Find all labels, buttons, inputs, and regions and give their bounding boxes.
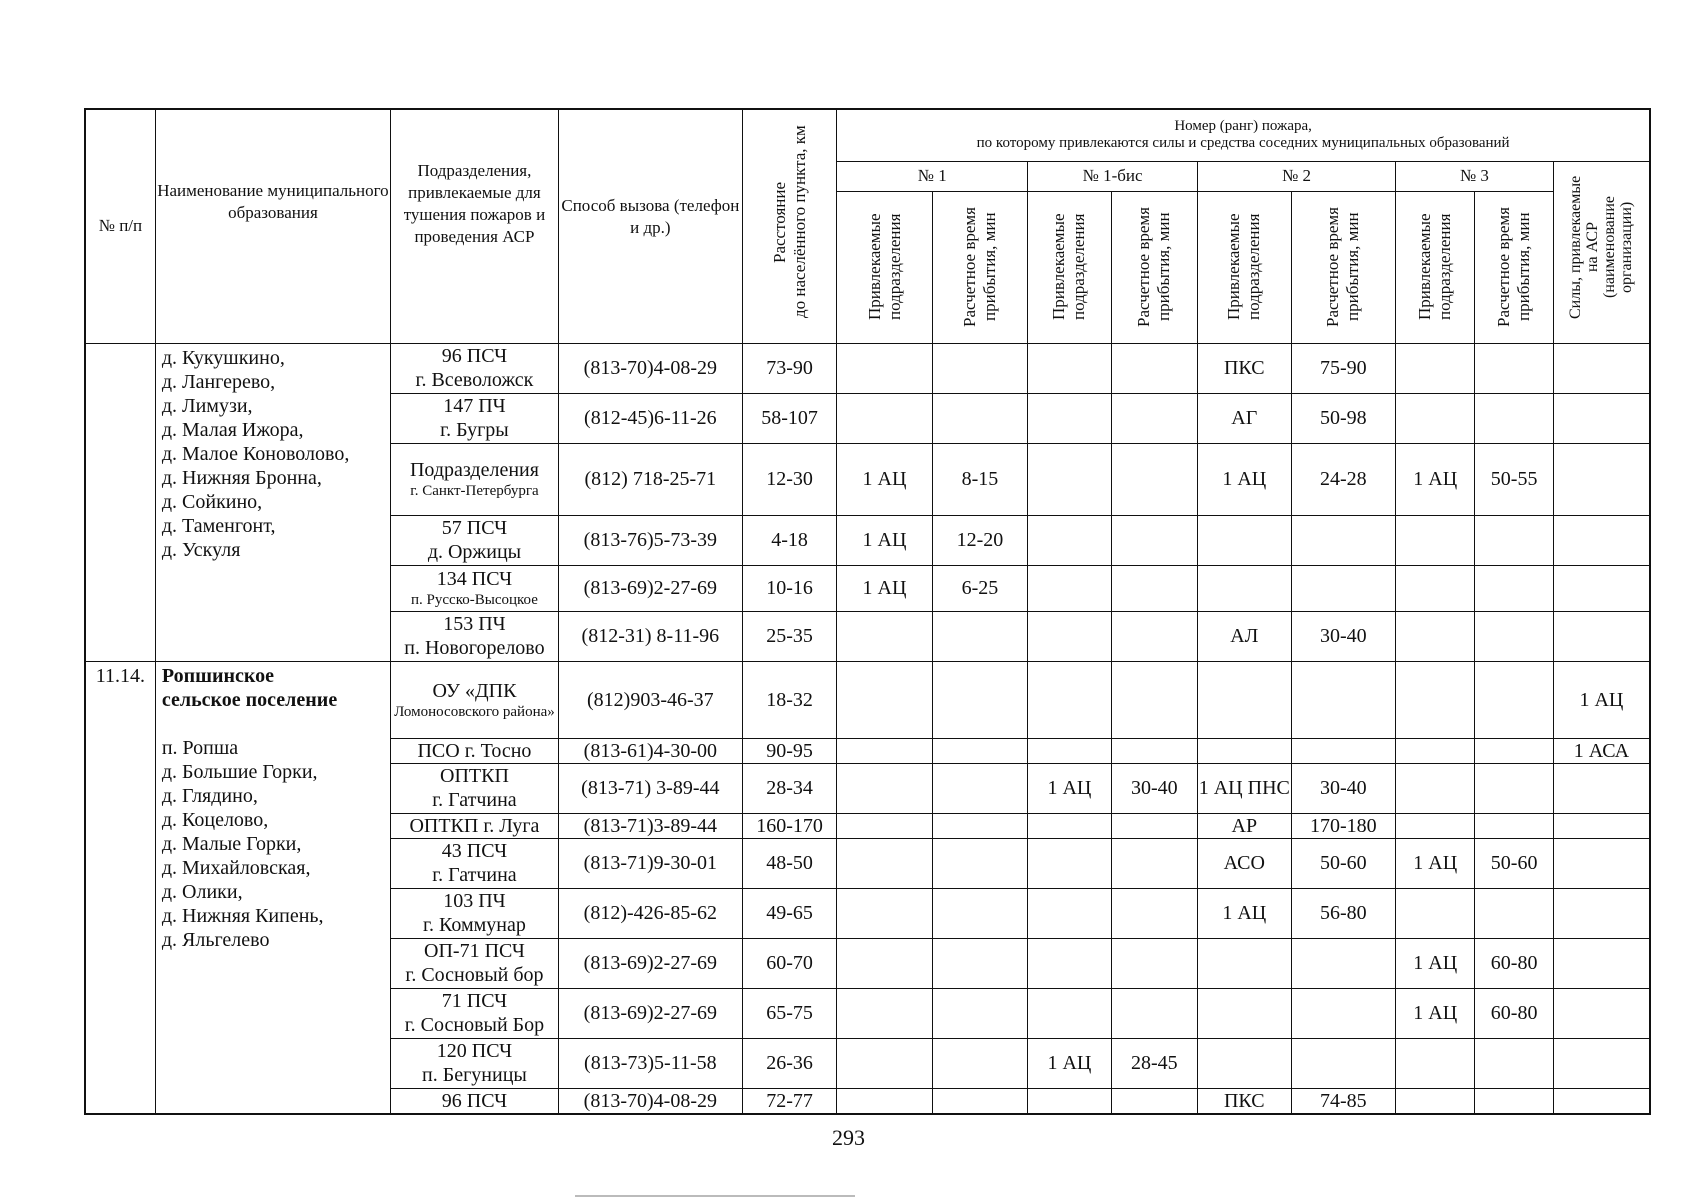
rank1bis-units-cell [1028, 393, 1111, 443]
village-name: д. Малые Горки, [161, 832, 302, 855]
rank1-units-cell [837, 1038, 932, 1088]
municipality-title: Ропшинское [161, 664, 275, 687]
header-rank-1: № 1 [837, 161, 1028, 191]
rank1-time-cell [932, 343, 1027, 393]
rank3-units-cell [1396, 661, 1475, 738]
phone-cell: (813-69)2-27-69 [558, 565, 742, 611]
rank2-time-cell [1291, 661, 1396, 738]
unit-name: 134 ПСЧ [436, 568, 513, 590]
village-name: д. Коцелово, [161, 808, 269, 831]
rank3-units-cell [1396, 813, 1475, 838]
rank3-time-cell [1475, 1038, 1553, 1088]
unit-name: ОП-71 ПСЧ [424, 940, 525, 962]
rank2-time-cell [1291, 515, 1396, 565]
unit-location: г. Бугры [440, 419, 509, 441]
unit-location: г. Гатчина [432, 864, 517, 886]
rank2-units-cell: АЛ [1198, 611, 1291, 661]
unit-location: п. Русско-Высоцкое [411, 592, 538, 608]
distance-cell: 73-90 [742, 343, 836, 393]
rank1-time-cell [932, 888, 1027, 938]
rank1-units-cell [837, 888, 932, 938]
unit-cell [391, 988, 559, 1038]
rank1bis-time-cell [1111, 565, 1197, 611]
unit-name: ОУ «ДПК [432, 679, 517, 702]
header-rank-3: № 3 [1396, 161, 1554, 191]
rank3-units-cell [1396, 763, 1475, 813]
rank1-units-cell [837, 661, 932, 738]
rank1bis-units-cell [1028, 611, 1111, 661]
unit-cell [391, 838, 559, 888]
rank2-time-cell: 74-85 [1291, 1088, 1396, 1114]
rank1bis-units-cell [1028, 343, 1111, 393]
unit-name: 71 ПСЧ [441, 990, 508, 1012]
unit-cell [391, 611, 559, 661]
rank1bis-time-cell [1111, 738, 1197, 763]
rank1-time-cell [932, 661, 1027, 738]
phone-cell: (813-71) 3-89-44 [558, 763, 742, 813]
rank1bis-units-cell [1028, 888, 1111, 938]
fire-response-table [84, 108, 1651, 1115]
header-r1bis-units: Привлекаемые подразделения [1028, 191, 1111, 343]
distance-cell: 65-75 [742, 988, 836, 1038]
rank2-time-cell [1291, 565, 1396, 611]
header-municipality: Наименование муниципального образования [155, 109, 390, 343]
rank1-units-cell [837, 611, 932, 661]
village-name: д. Большие Горки, [161, 760, 318, 783]
rank2-units-cell: АГ [1198, 393, 1291, 443]
unit-name: ОПТКП г. Луга [409, 814, 540, 837]
rank3-time-cell: 60-80 [1475, 938, 1553, 988]
rank1-units-cell [837, 938, 932, 988]
header-rank-title: Номер (ранг) пожара, по которому привлекаются силы и средства соседних муниципальных образований [837, 109, 1650, 161]
unit-location: Ломоносовского района» [394, 703, 555, 720]
phone-cell: (813-69)2-27-69 [558, 938, 742, 988]
municipality-cell [155, 661, 390, 1114]
rank1bis-units-cell [1028, 1088, 1111, 1114]
asr-forces-cell [1553, 393, 1650, 443]
rank2-units-cell: АР [1198, 813, 1291, 838]
unit-name: 120 ПСЧ [436, 1040, 513, 1062]
unit-location: д. Оржицы [427, 541, 522, 563]
municipality-cell [155, 343, 390, 661]
village-name: д. Кукушкино, [161, 346, 285, 369]
unit-name: 96 ПСЧ [441, 1089, 508, 1112]
rank1-units-cell [837, 738, 932, 763]
rank3-time-cell [1475, 343, 1553, 393]
distance-cell: 28-34 [742, 763, 836, 813]
rank2-units-cell: ПКС [1198, 1088, 1291, 1114]
rank1-units-cell [837, 343, 932, 393]
rank3-time-cell [1475, 565, 1553, 611]
rank1bis-units-cell [1028, 661, 1111, 738]
asr-forces-cell: 1 АСА [1553, 738, 1650, 763]
rank1-units-cell [837, 1088, 932, 1114]
rank1-units-cell [837, 838, 932, 888]
header-number: № п/п [85, 109, 155, 343]
phone-cell: (812-31) 8-11-96 [558, 611, 742, 661]
rank1bis-time-cell [1111, 343, 1197, 393]
rank1bis-units-cell [1028, 838, 1111, 888]
village-name: д. Глядино, [161, 784, 258, 807]
rank1bis-time-cell [1111, 661, 1197, 738]
header-r1-units: Привлекаемые подразделения [837, 191, 932, 343]
village-name: д. Малая Ижора, [161, 418, 304, 441]
rank3-units-cell [1396, 611, 1475, 661]
rank2-time-cell: 50-60 [1291, 838, 1396, 888]
unit-name: 103 ПЧ [443, 890, 506, 912]
distance-cell: 12-30 [742, 443, 836, 515]
rank3-time-cell: 50-60 [1475, 838, 1553, 888]
unit-location: г. Сосновый Бор [404, 1014, 545, 1036]
rank1-time-cell: 6-25 [932, 565, 1027, 611]
asr-forces-cell [1553, 988, 1650, 1038]
distance-cell: 58-107 [742, 393, 836, 443]
unit-cell [391, 888, 559, 938]
asr-forces-cell [1553, 938, 1650, 988]
rank3-time-cell [1475, 515, 1553, 565]
distance-cell: 48-50 [742, 838, 836, 888]
rank1bis-units-cell: 1 АЦ [1028, 763, 1111, 813]
rank3-time-cell [1475, 611, 1553, 661]
rank1-time-cell [932, 938, 1027, 988]
rank1bis-units-cell [1028, 443, 1111, 515]
asr-forces-cell [1553, 611, 1650, 661]
rank2-units-cell [1198, 938, 1291, 988]
rank3-time-cell [1475, 813, 1553, 838]
rank1-time-cell [932, 738, 1027, 763]
rank1bis-time-cell [1111, 938, 1197, 988]
rank1bis-time-cell [1111, 838, 1197, 888]
rank3-units-cell: 1 АЦ [1396, 838, 1475, 888]
rank2-time-cell [1291, 938, 1396, 988]
unit-cell [391, 813, 559, 838]
asr-forces-cell [1553, 813, 1650, 838]
rank3-units-cell [1396, 1088, 1475, 1114]
phone-cell: (813-76)5-73-39 [558, 515, 742, 565]
header-r1-time: Расчетное время прибытия, мин [932, 191, 1027, 343]
rank3-units-cell [1396, 565, 1475, 611]
unit-location: п. Новогорелово [404, 637, 545, 659]
rank1bis-units-cell [1028, 565, 1111, 611]
unit-cell [391, 1088, 559, 1114]
village-list [162, 736, 384, 952]
rank3-units-cell [1396, 1038, 1475, 1088]
rank2-units-cell [1198, 515, 1291, 565]
village-name: д. Олики, [161, 880, 243, 903]
phone-cell: (813-69)2-27-69 [558, 988, 742, 1038]
header-units: Подразделения, привлекаемые для тушения пожаров и проведения АСР [391, 109, 559, 343]
village-name: д. Нижняя Кипень, [161, 904, 324, 927]
village-name: д. Ускуля [161, 538, 241, 561]
rank2-units-cell: ПКС [1198, 343, 1291, 393]
rank2-time-cell: 24-28 [1291, 443, 1396, 515]
asr-forces-cell [1553, 1088, 1650, 1114]
header-asr-forces: Силы, привлекаемые на АСР (наименование организации) [1553, 161, 1650, 343]
rank3-units-cell [1396, 888, 1475, 938]
distance-cell: 72-77 [742, 1088, 836, 1114]
asr-forces-cell [1553, 343, 1650, 393]
rank2-units-cell: 1 АЦ ПНС [1198, 763, 1291, 813]
rank1-time-cell [932, 1038, 1027, 1088]
asr-forces-cell [1553, 838, 1650, 888]
unit-name: 43 ПСЧ [441, 840, 508, 862]
rank1bis-time-cell [1111, 443, 1197, 515]
row-number: 11.14. [85, 661, 155, 1114]
phone-cell: (813-61)4-30-00 [558, 738, 742, 763]
rank2-units-cell [1198, 738, 1291, 763]
rank3-time-cell [1475, 661, 1553, 738]
rank2-time-cell [1291, 738, 1396, 763]
rank1bis-time-cell [1111, 515, 1197, 565]
unit-cell [391, 661, 559, 738]
rank3-time-cell [1475, 763, 1553, 813]
rank1-units-cell: 1 АЦ [837, 443, 932, 515]
header-r3-units: Привлекаемые подразделения [1396, 191, 1475, 343]
rank1bis-time-cell [1111, 393, 1197, 443]
unit-cell [391, 343, 559, 393]
unit-cell [391, 738, 559, 763]
municipality-title: сельское поселение [161, 688, 338, 711]
rank1-time-cell [932, 838, 1027, 888]
header-r2-time: Расчетное время прибытия, мин [1291, 191, 1396, 343]
village-name: д. Лимузи, [161, 394, 253, 417]
rank2-units-cell [1198, 988, 1291, 1038]
rank2-units-cell: 1 АЦ [1198, 888, 1291, 938]
unit-cell [391, 443, 559, 515]
page-number: 293 [832, 1125, 865, 1150]
rank2-time-cell: 75-90 [1291, 343, 1396, 393]
rank2-time-cell: 30-40 [1291, 611, 1396, 661]
asr-forces-cell [1553, 888, 1650, 938]
village-name: д. Нижняя Бронна, [161, 466, 322, 489]
rank1bis-units-cell [1028, 813, 1111, 838]
rank2-time-cell [1291, 1038, 1396, 1088]
rank1-time-cell [932, 988, 1027, 1038]
phone-cell: (812) 718-25-71 [558, 443, 742, 515]
rank3-units-cell: 1 АЦ [1396, 443, 1475, 515]
table-row [85, 343, 1650, 393]
header-call-method: Способ вызова (телефон и др.) [558, 109, 742, 343]
rank1-units-cell: 1 АЦ [837, 515, 932, 565]
unit-location: г. Всеволожск [415, 369, 534, 391]
phone-cell: (813-70)4-08-29 [558, 1088, 742, 1114]
rank2-time-cell [1291, 988, 1396, 1038]
rank1-time-cell: 8-15 [932, 443, 1027, 515]
rank2-units-cell [1198, 565, 1291, 611]
rank1bis-time-cell [1111, 813, 1197, 838]
rank1bis-time-cell: 28-45 [1111, 1038, 1197, 1088]
rank2-units-cell: 1 АЦ [1198, 443, 1291, 515]
rank2-units-cell: АСО [1198, 838, 1291, 888]
rank1bis-time-cell: 30-40 [1111, 763, 1197, 813]
unit-name: 57 ПСЧ [441, 517, 508, 539]
unit-location: г. Гатчина [432, 789, 517, 811]
distance-cell: 4-18 [742, 515, 836, 565]
row-number [85, 343, 155, 661]
rank2-units-cell [1198, 661, 1291, 738]
distance-cell: 10-16 [742, 565, 836, 611]
rank1-time-cell [932, 813, 1027, 838]
unit-cell [391, 1038, 559, 1088]
unit-location: г. Коммунар [423, 914, 526, 936]
rank1-units-cell [837, 393, 932, 443]
asr-forces-cell [1553, 515, 1650, 565]
rank1bis-units-cell: 1 АЦ [1028, 1038, 1111, 1088]
asr-forces-cell [1553, 443, 1650, 515]
phone-cell: (812-45)6-11-26 [558, 393, 742, 443]
rank2-time-cell: 30-40 [1291, 763, 1396, 813]
unit-cell [391, 565, 559, 611]
rank2-time-cell: 56-80 [1291, 888, 1396, 938]
unit-name: 96 ПСЧ [441, 345, 508, 367]
rank1bis-units-cell [1028, 738, 1111, 763]
rank1-units-cell [837, 813, 932, 838]
phone-cell: (813-70)4-08-29 [558, 343, 742, 393]
rank1bis-units-cell [1028, 938, 1111, 988]
rank3-time-cell [1475, 738, 1553, 763]
phone-cell: (812)-426-85-62 [558, 888, 742, 938]
table-row [85, 661, 1650, 738]
header-rank-2: № 2 [1198, 161, 1396, 191]
phone-cell: (813-71)9-30-01 [558, 838, 742, 888]
header-rank-1bis: № 1-бис [1028, 161, 1198, 191]
phone-cell: (813-73)5-11-58 [558, 1038, 742, 1088]
rank1bis-time-cell [1111, 988, 1197, 1038]
rank1-units-cell [837, 988, 932, 1038]
header-r2-units: Привлекаемые подразделения [1198, 191, 1291, 343]
phone-cell: (813-71)3-89-44 [558, 813, 742, 838]
village-name: п. Ропша [161, 736, 239, 759]
rank1bis-units-cell [1028, 988, 1111, 1038]
rank3-units-cell [1396, 393, 1475, 443]
village-list [162, 346, 384, 562]
rank3-time-cell [1475, 1088, 1553, 1114]
asr-forces-cell [1553, 763, 1650, 813]
unit-cell [391, 515, 559, 565]
rank3-units-cell [1396, 738, 1475, 763]
asr-forces-cell [1553, 1038, 1650, 1088]
rank2-time-cell: 50-98 [1291, 393, 1396, 443]
unit-location: г. Санкт-Петербурга [410, 483, 539, 499]
unit-name: Подразделения [409, 459, 539, 481]
rank3-units-cell [1396, 515, 1475, 565]
distance-cell: 90-95 [742, 738, 836, 763]
village-name: д. Лангерево, [161, 370, 276, 393]
distance-cell: 26-36 [742, 1038, 836, 1088]
unit-name: ПСО г. Тосно [417, 739, 532, 762]
rank2-units-cell [1198, 1038, 1291, 1088]
rank1-time-cell [932, 1088, 1027, 1114]
rank3-time-cell: 60-80 [1475, 988, 1553, 1038]
rank1-time-cell [932, 611, 1027, 661]
unit-cell [391, 938, 559, 988]
unit-location: п. Бегуницы [422, 1064, 527, 1086]
rank1bis-time-cell [1111, 888, 1197, 938]
header-r3-time: Расчетное время прибытия, мин [1475, 191, 1553, 343]
village-name: д. Яльгелево [161, 928, 270, 951]
scan-artifact-line [575, 1195, 855, 1197]
rank1-time-cell: 12-20 [932, 515, 1027, 565]
distance-cell: 160-170 [742, 813, 836, 838]
village-name: д. Сойкино, [161, 490, 263, 513]
rank3-units-cell: 1 АЦ [1396, 988, 1475, 1038]
village-name: д. Михайловская, [161, 856, 311, 879]
village-name: д. Таменгонт, [161, 514, 276, 537]
unit-name: 153 ПЧ [443, 613, 506, 635]
phone-cell: (812)903-46-37 [558, 661, 742, 738]
rank2-time-cell: 170-180 [1291, 813, 1396, 838]
rank1bis-time-cell [1111, 611, 1197, 661]
unit-name: ОПТКП [440, 765, 509, 787]
rank1-units-cell: 1 АЦ [837, 565, 932, 611]
header-r1bis-time: Расчетное время прибытия, мин [1111, 191, 1197, 343]
unit-name: 147 ПЧ [443, 395, 506, 417]
asr-forces-cell [1553, 565, 1650, 611]
header-distance: Расстояние до населённого пункта, км [742, 109, 836, 343]
unit-location: г. Сосновый бор [405, 964, 544, 986]
rank1-units-cell [837, 763, 932, 813]
asr-forces-cell: 1 АЦ [1553, 661, 1650, 738]
unit-cell [391, 393, 559, 443]
rank1-time-cell [932, 763, 1027, 813]
distance-cell: 49-65 [742, 888, 836, 938]
village-name: д. Малое Коноволово, [161, 442, 350, 465]
distance-cell: 18-32 [742, 661, 836, 738]
rank3-time-cell [1475, 888, 1553, 938]
distance-cell: 60-70 [742, 938, 836, 988]
unit-cell [391, 763, 559, 813]
rank1-time-cell [932, 393, 1027, 443]
rank3-units-cell [1396, 343, 1475, 393]
rank3-units-cell: 1 АЦ [1396, 938, 1475, 988]
rank1bis-time-cell [1111, 1088, 1197, 1114]
rank3-time-cell: 50-55 [1475, 443, 1553, 515]
document-page [84, 108, 1651, 1115]
distance-cell: 25-35 [742, 611, 836, 661]
rank3-time-cell [1475, 393, 1553, 443]
rank1bis-units-cell [1028, 515, 1111, 565]
